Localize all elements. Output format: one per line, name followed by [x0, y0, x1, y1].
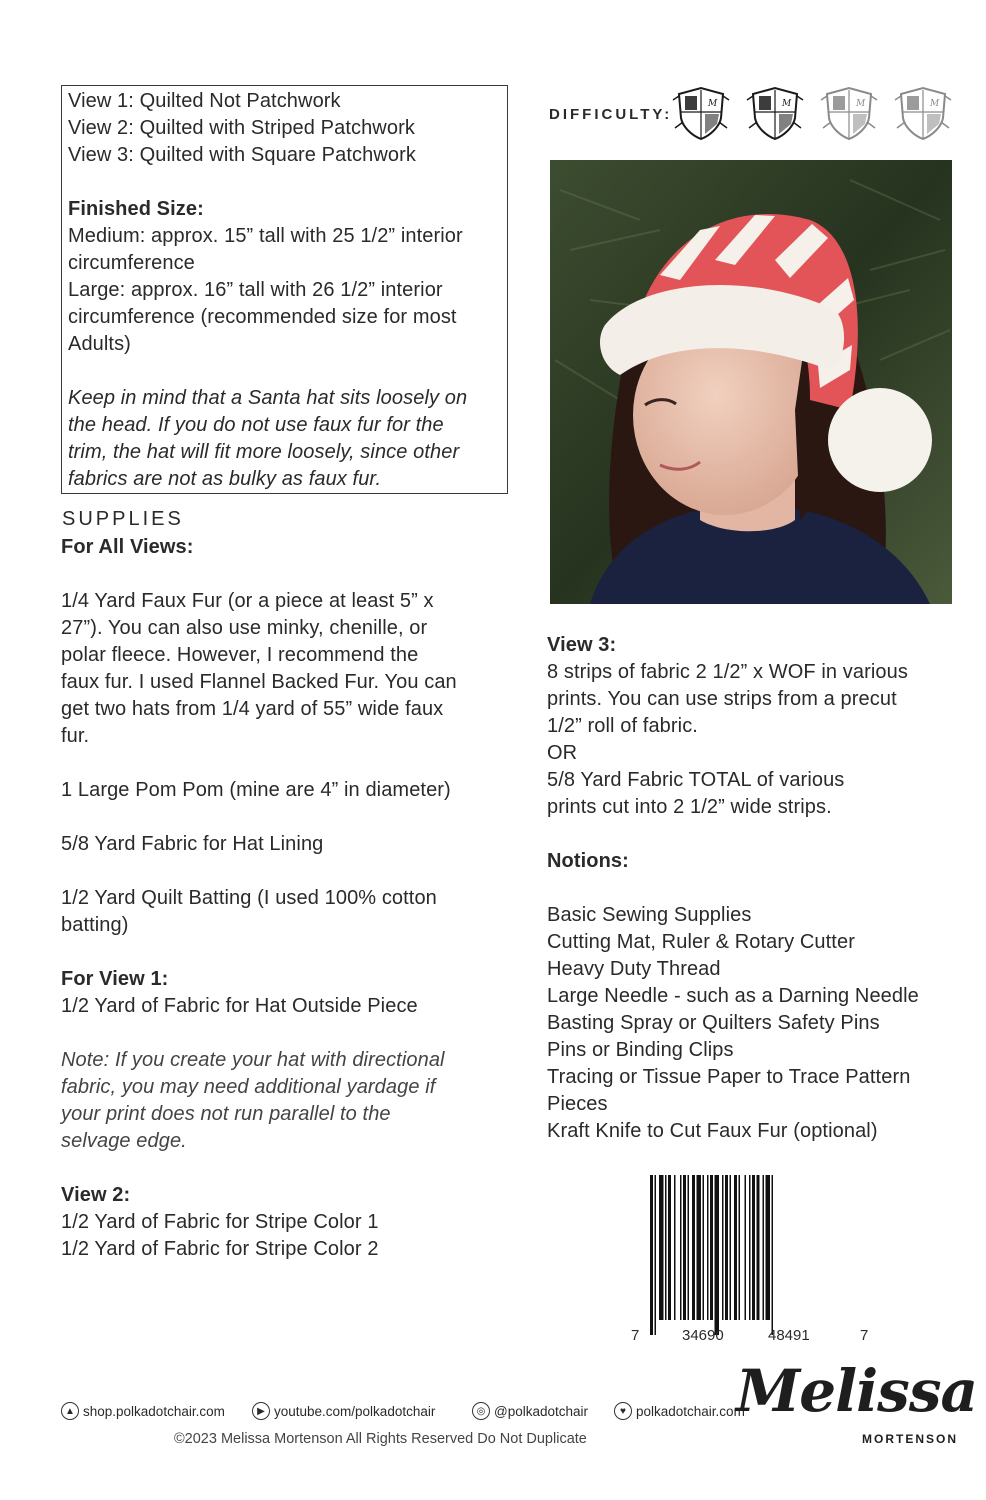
view-2-item: 1/2 Yard of Fabric for Stripe Color 1: [61, 1211, 379, 1233]
difficulty-label: DIFFICULTY:: [549, 106, 673, 123]
barcode-bar: [707, 1175, 709, 1320]
notions-item: Cutting Mat, Ruler & Rotary Cutter: [547, 931, 855, 953]
fit-note-line: the head. If you do not use faux fur for the: [68, 414, 444, 436]
barcode-bar: [734, 1175, 737, 1320]
directional-note-line: fabric, you may need additional yardage if: [61, 1076, 436, 1098]
view-1-heading: For View 1:: [61, 968, 169, 990]
instagram-handle: @polkadotchair: [494, 1403, 589, 1419]
barcode-bar: [683, 1175, 686, 1320]
melissa-logo: Melissa: [736, 1357, 978, 1425]
notions-item: Basic Sewing Supplies: [547, 904, 752, 926]
view-3-heading: View 3:: [547, 634, 617, 656]
difficulty-shield-icon: [893, 84, 953, 142]
faux-fur-line: polar fleece. However, I recommend the: [61, 644, 419, 666]
barcode-right-digits: 48491: [768, 1327, 810, 1344]
barcode-bar: [703, 1175, 705, 1320]
barcode-bar: [674, 1175, 676, 1320]
footer-site-link[interactable]: [614, 1402, 745, 1420]
notions-item: Pieces: [547, 1093, 608, 1115]
notions-item: Heavy Duty Thread: [547, 958, 721, 980]
barcode-bar: [763, 1175, 765, 1320]
barcode-first-digit: 7: [631, 1327, 640, 1344]
supplies-list: [61, 534, 501, 1263]
views-info-box: [61, 85, 508, 494]
copyright-notice: ©2023 Melissa Mortenson All Rights Reserved Do Not Duplicate: [174, 1431, 587, 1447]
pom-pom-line: 1 Large Pom Pom (mine are 4” in diameter): [61, 779, 451, 801]
view-3-line: View 3: Quilted with Square Patchwork: [68, 144, 416, 166]
view-3-line: 5/8 Yard Fabric TOTAL of various: [547, 769, 845, 791]
barcode-bar: [725, 1175, 728, 1320]
faux-fur-line: fur.: [61, 725, 90, 747]
difficulty-shield-icon: [671, 84, 731, 142]
upc-barcode: [646, 1175, 866, 1335]
barcode-bar: [655, 1175, 657, 1335]
faux-fur-line: faux fur. I used Flannel Backed Fur. You can: [61, 671, 457, 693]
heart-icon: ♥: [614, 1402, 632, 1420]
youtube-icon: ▶: [252, 1402, 270, 1420]
barcode-bar: [739, 1175, 741, 1320]
view-1-line: View 1: Quilted Not Patchwork: [68, 90, 341, 112]
finished-size-heading: Finished Size:: [68, 198, 204, 220]
barcode-bar: [710, 1175, 713, 1320]
santa-hat-photo: [550, 160, 952, 604]
lining-line: 5/8 Yard Fabric for Hat Lining: [61, 833, 324, 855]
barcode-bar: [722, 1175, 724, 1320]
directional-note-line: selvage edge.: [61, 1130, 187, 1152]
view-2-line: View 2: Quilted with Striped Patchwork: [68, 117, 415, 139]
batting-line: 1/2 Yard Quilt Batting (I used 100% cotton: [61, 887, 437, 909]
shop-url: shop.polkadotchair.com: [83, 1403, 225, 1419]
view-2-heading: View 2:: [61, 1184, 131, 1206]
finished-size-large: Large: approx. 16” tall with 26 1/2” interior: [68, 279, 443, 301]
mortenson-logo: MORTENSON: [862, 1432, 958, 1446]
svg-text:M: M: [782, 99, 792, 109]
notions-item: Pins or Binding Clips: [547, 1039, 734, 1061]
instagram-icon: ◎: [472, 1402, 490, 1420]
notions-item: Tracing or Tissue Paper to Trace Pattern: [547, 1066, 911, 1088]
notions-item: Kraft Knife to Cut Faux Fur (optional): [547, 1120, 878, 1142]
view-3-line: prints cut into 2 1/2” wide strips.: [547, 796, 832, 818]
fit-note-line: fabrics are not as bulky as faux fur.: [68, 468, 382, 490]
view-3-line: OR: [547, 742, 578, 764]
view-3-line: prints. You can use strips from a precut: [547, 688, 897, 710]
faux-fur-line: get two hats from 1/4 yard of 55” wide faux: [61, 698, 444, 720]
batting-line: batting): [61, 914, 129, 936]
view-3-line: 1/2” roll of fabric.: [547, 715, 698, 737]
notions-heading: Notions:: [547, 850, 629, 872]
view-1-item: 1/2 Yard of Fabric for Hat Outside Piece: [61, 995, 418, 1017]
view-3-line: 8 strips of fabric 2 1/2” x WOF in various: [547, 661, 908, 683]
faux-fur-line: 27”). You can also use minky, chenille, or: [61, 617, 428, 639]
barcode-bar: [766, 1175, 771, 1320]
footer-instagram-link[interactable]: [472, 1402, 588, 1420]
santa-hat-photo-illustration: [550, 160, 952, 604]
barcode-bar: [665, 1175, 667, 1320]
faux-fur-line: 1/4 Yard Faux Fur (or a piece at least 5” x: [61, 590, 434, 612]
footer-youtube-link[interactable]: [252, 1402, 435, 1420]
directional-note-line: your print does not run parallel to the: [61, 1103, 391, 1125]
barcode-bar: [650, 1175, 653, 1335]
directional-note-line: Note: If you create your hat with directional: [61, 1049, 445, 1071]
difficulty-shield-icon: [819, 84, 879, 142]
notions-item: Basting Spray or Quilters Safety Pins: [547, 1012, 880, 1034]
barcode-bar: [745, 1175, 747, 1320]
finished-size-medium: Medium: approx. 15” tall with 25 1/2” interior: [68, 225, 463, 247]
barcode-bar: [697, 1175, 702, 1320]
view-2-item: 1/2 Yard of Fabric for Stripe Color 2: [61, 1238, 379, 1260]
difficulty-shield-icon: [745, 84, 805, 142]
barcode-bar: [757, 1175, 760, 1320]
youtube-url: youtube.com/polkadotchair: [274, 1403, 436, 1419]
barcode-bar: [688, 1175, 690, 1320]
fit-note-line: Keep in mind that a Santa hat sits loosely on: [68, 387, 468, 409]
footer-shop-link[interactable]: [61, 1402, 225, 1420]
all-views-heading: For All Views:: [61, 536, 194, 558]
site-url: polkadotchair.com: [636, 1403, 745, 1419]
barcode-bar: [752, 1175, 755, 1320]
notions-item: Large Needle - such as a Darning Needle: [547, 985, 919, 1007]
barcode-bar: [715, 1175, 720, 1335]
finished-size-medium-cont: circumference: [68, 252, 195, 274]
barcode-bar: [692, 1175, 695, 1320]
finished-size-large-cont: circumference (recommended size for most: [68, 306, 457, 328]
view-3-section: [547, 632, 947, 1145]
shopping-bag-icon: ▲: [61, 1402, 79, 1420]
svg-text:M: M: [856, 99, 866, 109]
svg-text:M: M: [708, 99, 718, 109]
svg-text:M: M: [930, 99, 940, 109]
barcode-left-digits: 34690: [682, 1327, 724, 1344]
barcode-bar: [749, 1175, 751, 1320]
barcode-last-digit: 7: [860, 1327, 869, 1344]
barcode-bar: [659, 1175, 664, 1320]
fit-note-line: trim, the hat will fit more loosely, since other: [68, 441, 460, 463]
barcode-bar: [730, 1175, 732, 1320]
barcode-bar: [680, 1175, 682, 1320]
barcode-bar: [668, 1175, 671, 1320]
finished-size-large-cont2: Adults): [68, 333, 131, 355]
barcode-bar: [772, 1175, 774, 1335]
supplies-heading: SUPPLIES: [62, 508, 184, 530]
